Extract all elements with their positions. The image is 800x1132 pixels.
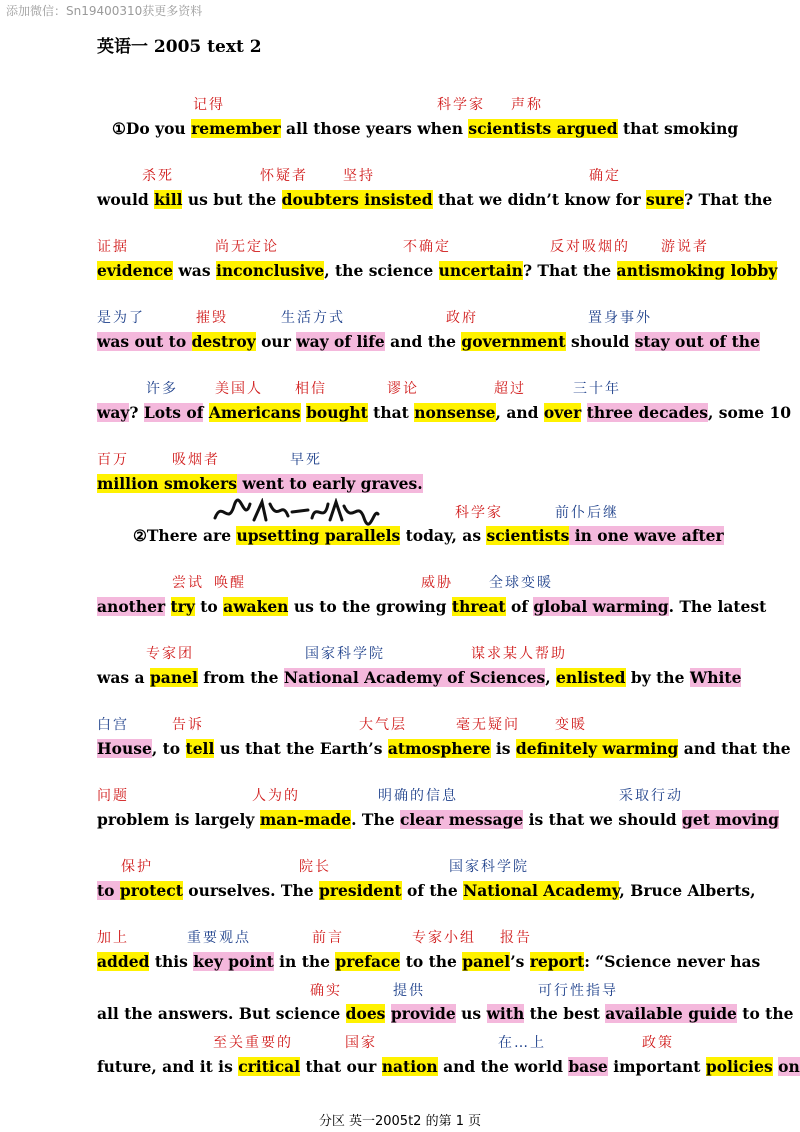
annotation: 谋求某人帮助 (471, 646, 567, 662)
annotation: 政府 (446, 310, 478, 326)
highlighted-phrase: three decades (586, 403, 708, 422)
text-segment: to the (736, 1004, 794, 1023)
text-segment: , Bruce Alberts, (619, 881, 756, 900)
text-segment: in the (273, 952, 336, 971)
highlighted-phrase: available guide (605, 1004, 737, 1023)
annotation: 相信 (295, 381, 327, 397)
annotation: 百万 (97, 452, 129, 468)
text-segment: us that the Earth’s (214, 739, 388, 758)
text-segment: ? (129, 403, 144, 422)
highlighted-phrase: key point (193, 952, 274, 971)
text-segment: should (565, 332, 635, 351)
text-segment: and the (384, 332, 462, 351)
annotation: 尚无定论 (215, 239, 279, 255)
highlighted-phrase: to (97, 881, 120, 900)
highlighted-phrase: scientists argued (468, 119, 618, 138)
highlighted-phrase: does (345, 1004, 386, 1023)
text-segment: . The latest (668, 597, 767, 616)
annotation: 游说者 (661, 239, 709, 255)
highlighted-phrase: protect (119, 881, 183, 900)
handwritten-scribble (212, 498, 382, 528)
highlighted-phrase: million smokers (97, 474, 237, 493)
annotation: 告诉 (172, 717, 204, 733)
highlighted-phrase: tell (185, 739, 215, 758)
page-footer: 分区 英一2005t2 的第 1 页 (318, 1114, 482, 1129)
annotation: 专家小组 (412, 930, 476, 946)
text-segment: ②There are (133, 526, 237, 545)
annotation: 威胁 (421, 575, 453, 591)
annotation: 怀疑者 (260, 168, 308, 184)
text-segment: ? That the (522, 261, 617, 280)
text-segment: . The (351, 810, 400, 829)
text-line (97, 880, 756, 902)
annotation: 三十年 (573, 381, 621, 397)
highlighted-phrase: another (97, 597, 166, 616)
text-segment: is (490, 739, 516, 758)
text-segment (165, 597, 170, 616)
annotation: 科学家 (437, 97, 485, 113)
text-segment (581, 403, 586, 422)
annotation: 保护 (121, 859, 153, 875)
text-segment: problem is largely (97, 810, 260, 829)
highlighted-phrase: way of life (296, 332, 385, 351)
annotation: 国家科学院 (305, 646, 385, 662)
text-segment: was a (97, 668, 150, 687)
annotation: 提供 (393, 983, 425, 999)
annotation: 人为的 (252, 788, 300, 804)
annotation: 全球变暖 (489, 575, 553, 591)
annotation: 杀死 (142, 168, 174, 184)
text-segment: , (545, 668, 557, 687)
text-segment: that (367, 403, 415, 422)
text-segment: , to (151, 739, 186, 758)
text-segment: us but the (182, 190, 282, 209)
annotation: 许多 (146, 381, 178, 397)
annotation: 尝试 (172, 575, 204, 591)
highlighted-phrase: White (689, 668, 742, 687)
text-segment: to the (400, 952, 463, 971)
annotation: 变暖 (555, 717, 587, 733)
annotation: 坚持 (343, 168, 375, 184)
annotation: 至关重要的 (213, 1035, 293, 1051)
text-segment: and the world (437, 1057, 569, 1076)
text-segment: is that we should (523, 810, 683, 829)
highlighted-phrase: report (529, 952, 585, 971)
text-line (97, 331, 760, 353)
annotation: 白宫 (97, 717, 129, 733)
highlighted-phrase: atmosphere (387, 739, 491, 758)
annotation: 前仆后继 (555, 505, 619, 521)
text-segment: would (97, 190, 155, 209)
highlighted-phrase: man-made (259, 810, 352, 829)
text-segment: of the (401, 881, 464, 900)
text-line (97, 402, 791, 424)
annotation: 确定 (589, 168, 621, 184)
text-line (97, 738, 791, 760)
text-segment: today, as (400, 526, 487, 545)
text-segment: ①Do you (112, 119, 192, 138)
text-segment: that our (300, 1057, 382, 1076)
highlighted-phrase: destroy (191, 332, 256, 351)
highlighted-phrase: try (170, 597, 195, 616)
highlighted-phrase: was out to (97, 332, 192, 351)
highlighted-phrase: with (486, 1004, 525, 1023)
highlighted-phrase: provide (390, 1004, 456, 1023)
annotation: 政策 (642, 1035, 674, 1051)
highlighted-phrase: added (97, 952, 150, 971)
highlighted-phrase: National Academy (463, 881, 620, 900)
highlighted-phrase: sure (646, 190, 685, 209)
text-segment: future, and it is (97, 1057, 239, 1076)
text-segment: and that the (678, 739, 791, 758)
text-segment: us to the growing (288, 597, 452, 616)
annotation: 置身事外 (588, 310, 652, 326)
text-line (133, 525, 724, 547)
annotation: 证据 (97, 239, 129, 255)
annotation: 唤醒 (214, 575, 246, 591)
annotation: 专家团 (146, 646, 194, 662)
text-line (97, 473, 423, 495)
highlighted-phrase: kill (154, 190, 183, 209)
highlighted-phrase: critical (238, 1057, 301, 1076)
highlighted-phrase: panel (149, 668, 198, 687)
text-segment: that smoking (617, 119, 739, 138)
annotation: 生活方式 (281, 310, 345, 326)
text-line (97, 667, 741, 689)
highlighted-phrase: definitely warming (515, 739, 679, 758)
highlighted-phrase: on (778, 1057, 800, 1076)
annotation: 国家科学院 (449, 859, 529, 875)
annotation: 可行性指导 (538, 983, 618, 999)
text-segment (385, 1004, 390, 1023)
annotation: 摧毁 (196, 310, 228, 326)
annotation: 加上 (97, 930, 129, 946)
highlighted-phrase: doubters insisted (281, 190, 433, 209)
highlighted-phrase: uncertain (438, 261, 523, 280)
annotation: 大气层 (359, 717, 407, 733)
text-segment: this (149, 952, 194, 971)
highlighted-phrase: nation (381, 1057, 438, 1076)
text-segment: : “Science never has (584, 952, 761, 971)
annotation: 是为了 (97, 310, 145, 326)
annotation: 早死 (290, 452, 322, 468)
highlighted-phrase: scientists (486, 526, 570, 545)
text-line (97, 809, 779, 831)
highlighted-phrase: nonsense (414, 403, 496, 422)
text-segment: important (607, 1057, 706, 1076)
highlighted-phrase: president (318, 881, 402, 900)
text-segment: from the (197, 668, 284, 687)
highlighted-phrase: way (97, 403, 130, 422)
document-title: 英语一 2005 text 2 (97, 37, 262, 57)
text-segment: ourselves. The (182, 881, 319, 900)
highlighted-phrase: policies (705, 1057, 773, 1076)
annotation: 谬论 (387, 381, 419, 397)
highlighted-phrase: base (568, 1057, 608, 1076)
annotation: 明确的信息 (378, 788, 458, 804)
highlighted-phrase: preface (335, 952, 401, 971)
text-segment: by the (625, 668, 690, 687)
highlighted-phrase: bought (306, 403, 368, 422)
highlighted-phrase: Lots of (143, 403, 204, 422)
text-segment: to (194, 597, 224, 616)
highlighted-phrase: National Academy of Sciences (283, 668, 546, 687)
text-line (97, 596, 766, 618)
text-segment: our (255, 332, 297, 351)
highlighted-phrase: Americans (208, 403, 301, 422)
text-segment: , and (495, 403, 544, 422)
highlighted-phrase: House (97, 739, 152, 758)
text-line (97, 189, 772, 211)
text-segment: , some 10 (708, 403, 792, 422)
highlighted-phrase: enlisted (556, 668, 626, 687)
text-segment: ’s (510, 952, 530, 971)
annotation: 不确定 (403, 239, 451, 255)
annotation: 美国人 (215, 381, 263, 397)
watermark-text: 添加微信：Sn19400310获更多资料 (6, 4, 203, 18)
highlighted-phrase: in one wave after (569, 526, 724, 545)
annotation: 超过 (494, 381, 526, 397)
annotation: 前言 (312, 930, 344, 946)
annotation: 记得 (193, 97, 225, 113)
highlighted-phrase: awaken (223, 597, 289, 616)
text-segment: , the science (324, 261, 439, 280)
highlighted-phrase: panel (462, 952, 511, 971)
highlighted-phrase: global warming (533, 597, 669, 616)
text-segment: all the answers. But science (97, 1004, 346, 1023)
highlighted-phrase: get moving (682, 810, 780, 829)
text-segment: the best (524, 1004, 606, 1023)
text-segment: all those years when (280, 119, 469, 138)
text-line (97, 1056, 800, 1078)
highlighted-phrase: antismoking lobby (616, 261, 778, 280)
annotation: 声称 (511, 97, 543, 113)
annotation: 反对吸烟的 (550, 239, 630, 255)
annotation: 采取行动 (619, 788, 683, 804)
text-segment: of (505, 597, 534, 616)
text-segment: ? That the (684, 190, 773, 209)
text-segment: was (173, 261, 216, 280)
text-segment: us (455, 1004, 487, 1023)
annotation: 报告 (500, 930, 532, 946)
text-segment: that we didn’t know for (432, 190, 647, 209)
annotation: 确实 (310, 983, 342, 999)
annotation: 院长 (299, 859, 331, 875)
annotation: 毫无疑问 (456, 717, 520, 733)
annotation: 问题 (97, 788, 129, 804)
highlighted-phrase: evidence (97, 261, 174, 280)
text-line (97, 951, 760, 973)
highlighted-phrase: went to early graves. (236, 474, 423, 493)
annotation: 在…上 (498, 1035, 546, 1051)
highlighted-phrase: threat (451, 597, 506, 616)
highlighted-phrase: remember (191, 119, 281, 138)
highlighted-phrase: upsetting parallels (236, 526, 401, 545)
highlighted-phrase: government (461, 332, 566, 351)
text-line (97, 1003, 793, 1025)
text-line (97, 260, 777, 282)
highlighted-phrase: over (543, 403, 582, 422)
highlighted-phrase: clear message (399, 810, 524, 829)
annotation: 国家 (345, 1035, 377, 1051)
text-line (112, 118, 738, 140)
annotation: 吸烟者 (172, 452, 220, 468)
annotation: 科学家 (455, 505, 503, 521)
annotation: 重要观点 (187, 930, 251, 946)
highlighted-phrase: inconclusive (215, 261, 325, 280)
highlighted-phrase: stay out of the (634, 332, 760, 351)
